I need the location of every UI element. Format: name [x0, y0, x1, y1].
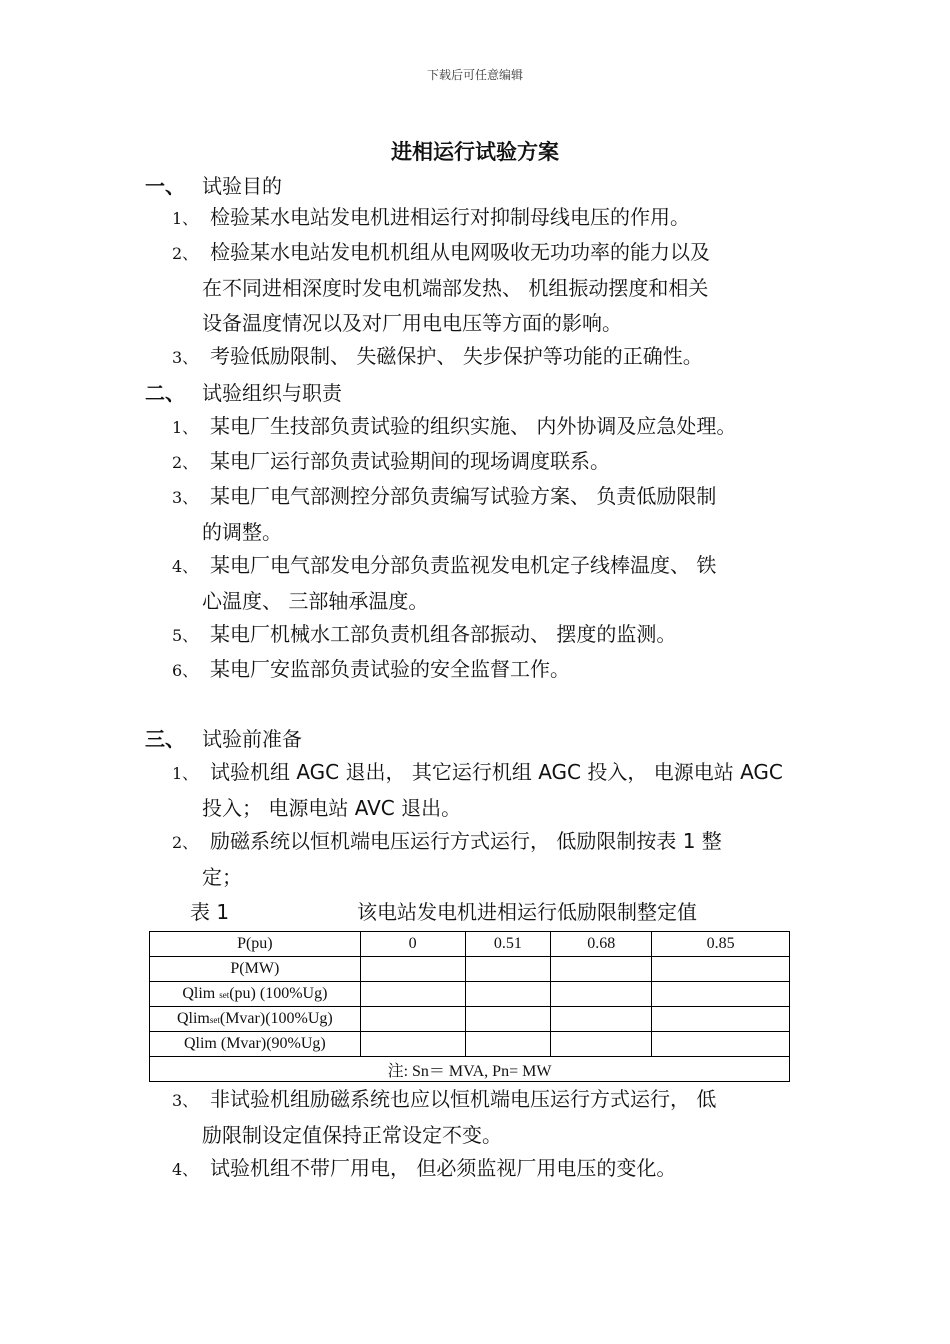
- table-cell: [465, 957, 551, 982]
- list-item: [172, 548, 812, 619]
- table-cell: 0.51: [465, 932, 551, 957]
- list-item-line: 某电厂电气部发电分部负责监视发电机定子线棒温度、 铁: [210, 553, 717, 577]
- list-item-number: 3、: [172, 488, 199, 507]
- list-item: [172, 200, 812, 236]
- list-item: [172, 1151, 812, 1187]
- section-number: 一、: [145, 174, 185, 198]
- table-cell: [465, 1007, 551, 1032]
- list-item: [172, 652, 812, 688]
- table-row-label: Qlimset(Mvar)(100%Ug): [150, 1007, 361, 1032]
- table-cell: P(pu): [150, 932, 361, 957]
- list-item-line: 投入； 电源电站 AVC 退出。: [202, 796, 462, 820]
- table-cell: [551, 1032, 652, 1057]
- list-item-line: 某电厂机械水工部负责机组各部振动、 摆度的监测。: [210, 622, 677, 646]
- list-item: [172, 824, 812, 895]
- list-item: [172, 235, 812, 341]
- list-item-line: 考验低励限制、 失磁保护、 失步保护等功能的正确性。: [210, 344, 703, 368]
- list-item-line: 心温度、 三部轴承温度。: [202, 589, 429, 613]
- list-item-line: 某电厂电气部测控分部负责编写试验方案、 负责低励限制: [210, 484, 717, 508]
- list-item-number: 1、: [172, 209, 199, 228]
- list-item: [172, 617, 812, 653]
- list-item: [172, 755, 812, 826]
- list-item: [172, 409, 812, 445]
- table-cell: [551, 957, 652, 982]
- table-note-row: [150, 1057, 790, 1082]
- table-row: [150, 982, 790, 1007]
- table-cell: [551, 982, 652, 1007]
- table-caption: [190, 896, 697, 925]
- table-cell: 0: [360, 932, 465, 957]
- section-heading-2: [145, 377, 342, 406]
- table-cell: [551, 1007, 652, 1032]
- table-row-label: Qlim (Mvar)(90%Ug): [150, 1032, 361, 1057]
- table-header-row: [150, 932, 790, 957]
- table-note: 注: Sn＝ MVA, Pn= MW: [150, 1057, 790, 1082]
- list-item-line: 在不同进相深度时发电机端部发热、 机组振动摆度和相关: [202, 276, 709, 300]
- section-title: 试验目的: [202, 174, 282, 198]
- table-cell: [652, 1032, 790, 1057]
- table-cell: 0.85: [652, 932, 790, 957]
- table-cell: [360, 957, 465, 982]
- list-item-number: 6、: [172, 661, 199, 680]
- list-item-number: 3、: [172, 1091, 199, 1110]
- table-row-label: P(MW): [150, 957, 361, 982]
- list-item-number: 2、: [172, 453, 199, 472]
- list-item-line: 检验某水电站发电机进相运行对抑制母线电压的作用。: [210, 205, 690, 229]
- table-cell: 0.68: [551, 932, 652, 957]
- section-number: 三、: [145, 727, 185, 751]
- table-row-label: Qlim set(pu) (100%Ug): [150, 982, 361, 1007]
- list-item-line: 某电厂运行部负责试验期间的现场调度联系。: [210, 449, 610, 473]
- list-item-line: 检验某水电站发电机机组从电网吸收无功功率的能力以及: [210, 240, 710, 264]
- table-cell: [360, 1007, 465, 1032]
- list-item-line: 励限制设定值保持正常设定不变。: [202, 1123, 502, 1147]
- list-item-number: 2、: [172, 833, 199, 852]
- list-item-line: 的调整。: [202, 520, 282, 544]
- table-cell: [652, 982, 790, 1007]
- table-cell: [652, 1007, 790, 1032]
- list-item-number: 3、: [172, 348, 199, 367]
- page-header-note: 下载后可任意编辑: [426, 68, 523, 82]
- list-item-number: 2、: [172, 244, 199, 263]
- list-item: [172, 339, 812, 375]
- table-cell: [465, 1032, 551, 1057]
- list-item-line: 某电厂安监部负责试验的安全监督工作。: [210, 657, 570, 681]
- list-item-line: 试验机组 AGC 退出， 其它运行机组 AGC 投入， 电源电站 AGC: [210, 760, 783, 784]
- table-cell: [360, 982, 465, 1007]
- list-item: [172, 1082, 812, 1153]
- list-item-line: 非试验机组励磁系统也应以恒机端电压运行方式运行， 低: [210, 1087, 717, 1111]
- list-item-line: 励磁系统以恒机端电压运行方式运行， 低励限制按表 1 整: [210, 829, 722, 853]
- section-number: 二、: [145, 381, 185, 405]
- table-row: [150, 957, 790, 982]
- list-item-number: 1、: [172, 764, 199, 783]
- list-item-number: 4、: [172, 557, 199, 576]
- table-cell: [360, 1032, 465, 1057]
- list-item-number: 5、: [172, 626, 199, 645]
- section-title: 试验前准备: [202, 727, 302, 751]
- list-item-line: 设备温度情况以及对厂用电电压等方面的影响。: [202, 311, 622, 335]
- section-title: 试验组织与职责: [202, 381, 342, 405]
- document-title: 进相运行试验方案: [391, 140, 559, 164]
- table-caption-title: 该电站发电机进相运行低励限制整定值: [357, 900, 697, 924]
- settings-table: [149, 931, 790, 1082]
- section-heading-1: [145, 170, 282, 199]
- section-heading-3: [145, 723, 302, 752]
- list-item-line: 定；: [202, 865, 242, 889]
- table-cell: [465, 982, 551, 1007]
- list-item: [172, 479, 812, 550]
- table-cell: [652, 957, 790, 982]
- list-item-number: 4、: [172, 1160, 199, 1179]
- list-item-line: 试验机组不带厂用电， 但必须监视厂用电压的变化。: [210, 1156, 677, 1180]
- list-item-line: 某电厂生技部负责试验的组织实施、 内外协调及应急处理。: [210, 414, 737, 438]
- table-row: [150, 1032, 790, 1057]
- table-row: [150, 1007, 790, 1032]
- table-caption-label: 表 1: [190, 900, 230, 924]
- list-item: [172, 444, 812, 480]
- list-item-number: 1、: [172, 418, 199, 437]
